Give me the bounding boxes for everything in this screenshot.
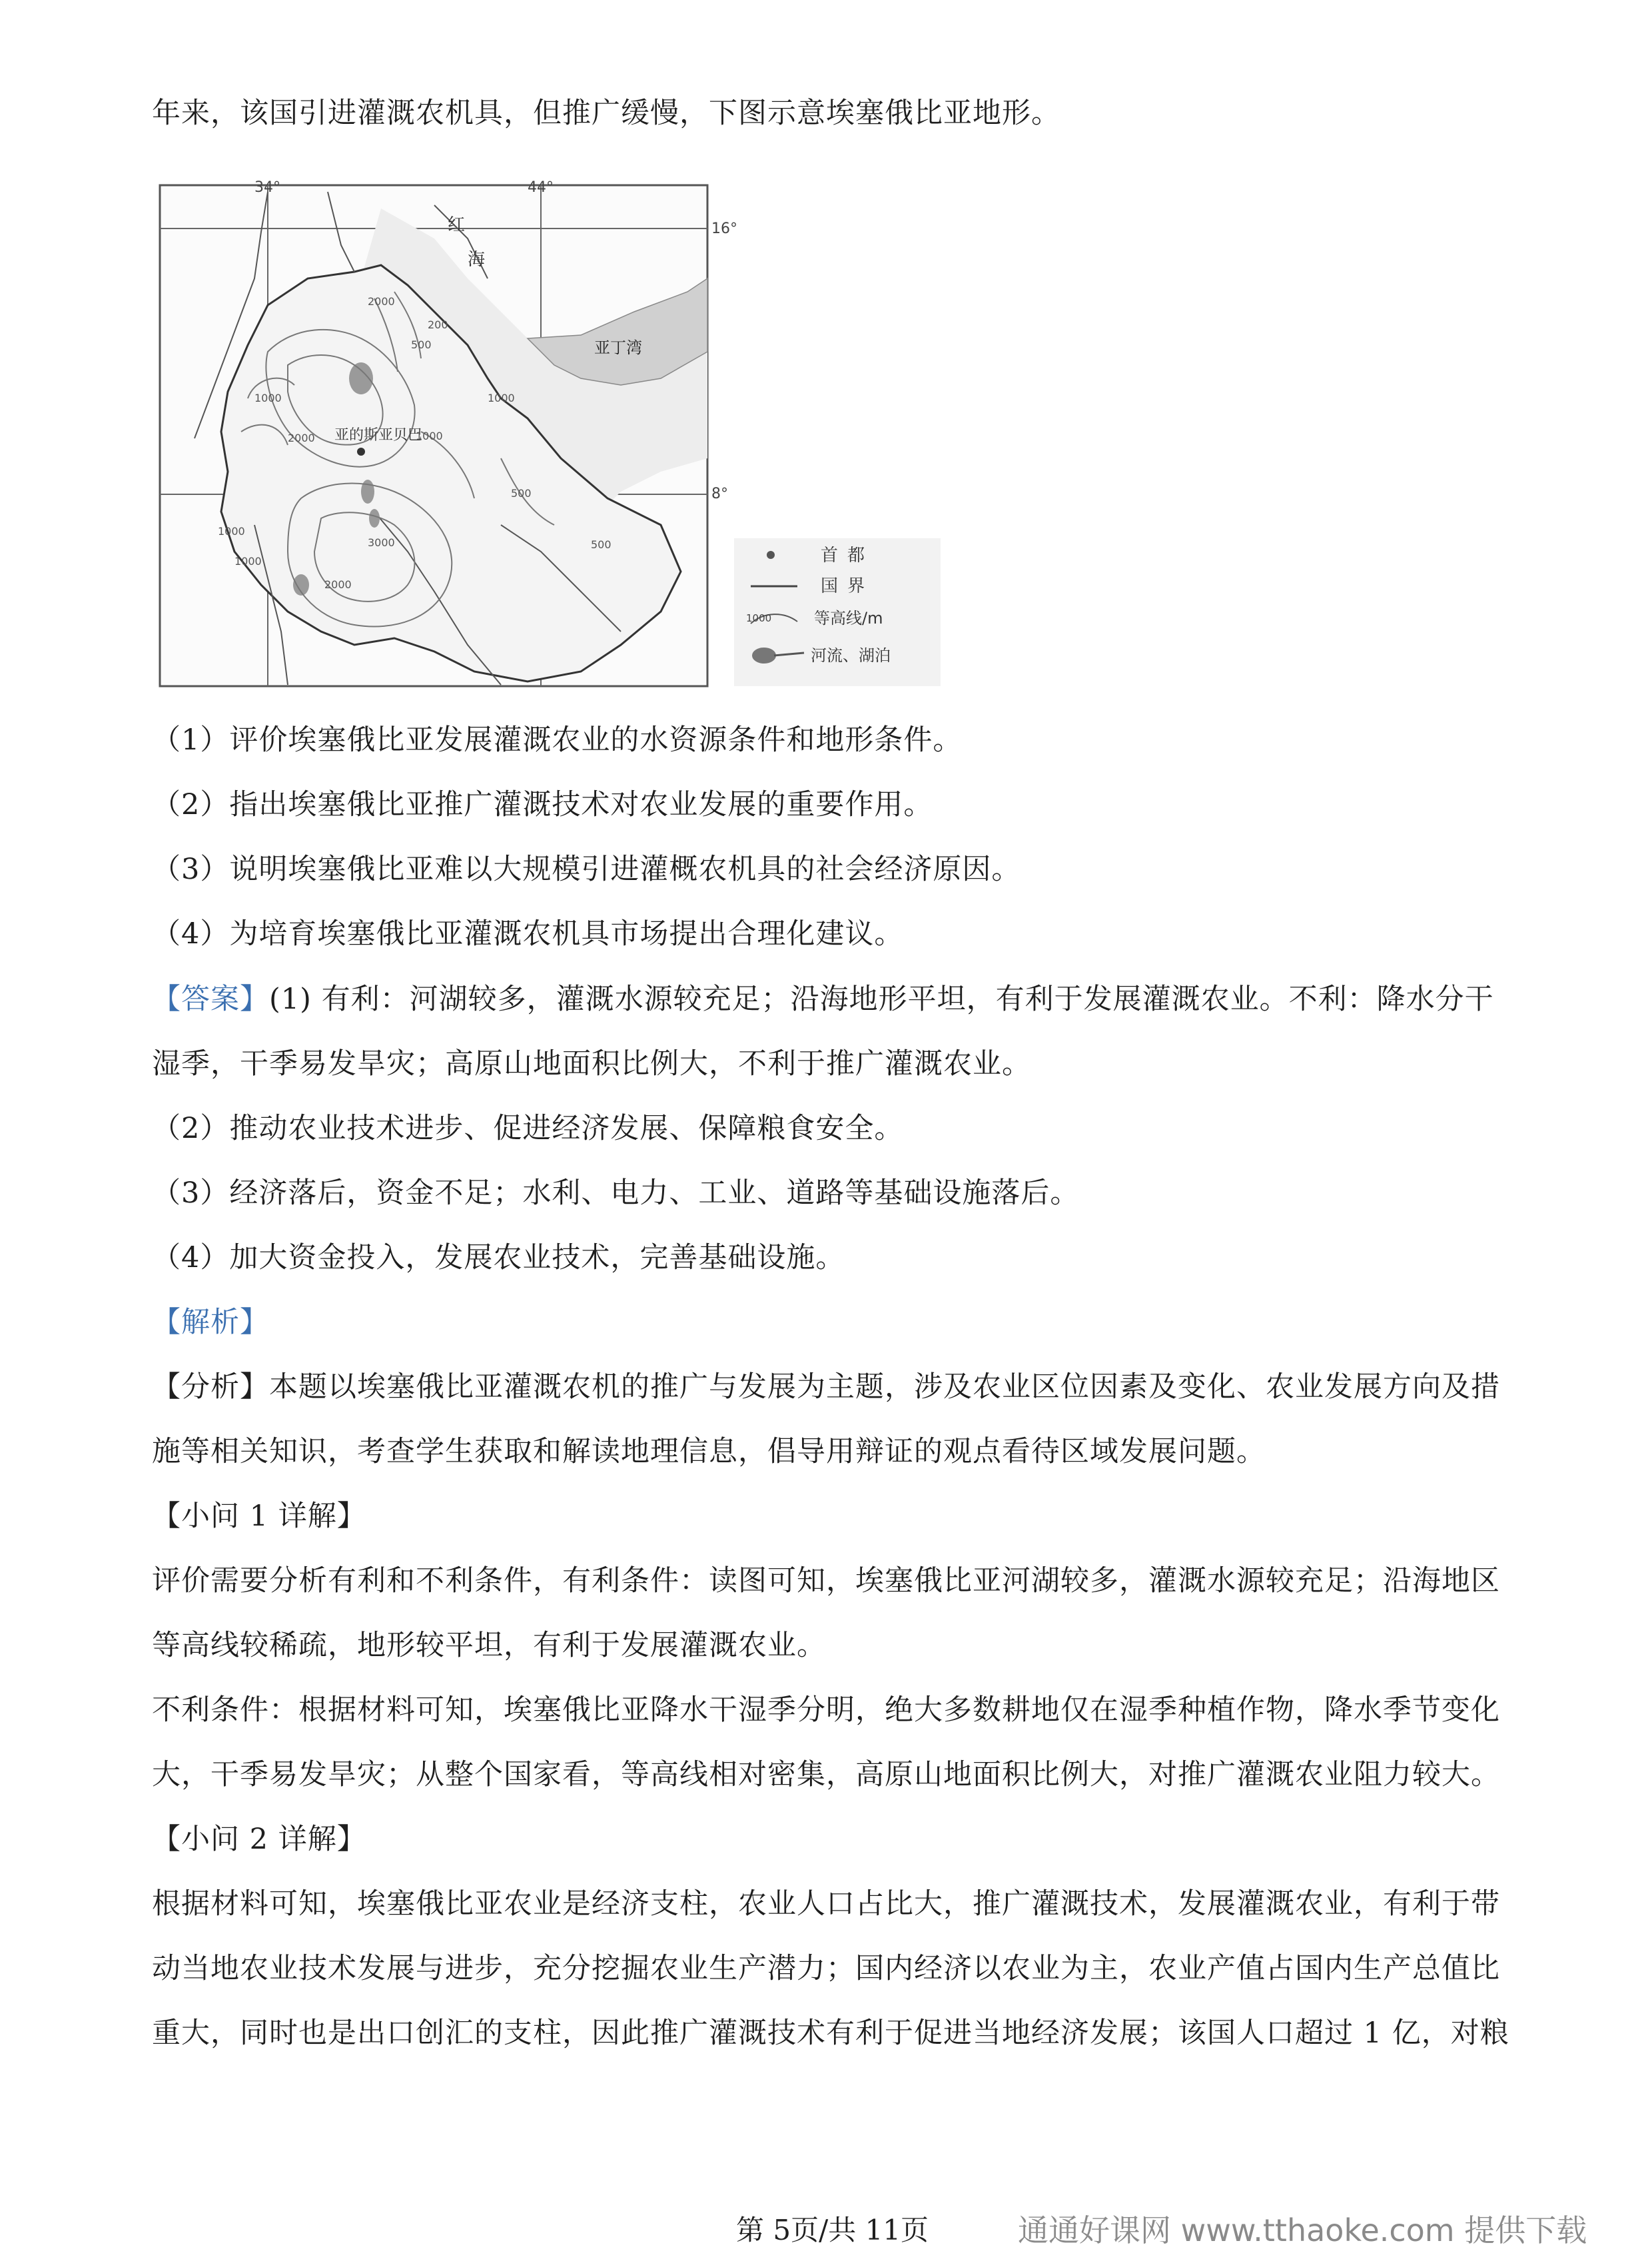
contour-label-10: 3000	[368, 536, 395, 549]
label-red-sea-2: 海	[468, 250, 486, 270]
legend-capital-label: 首都	[821, 546, 875, 566]
q2-heading: 【小问 2 详解】	[152, 1823, 366, 1856]
answer-line-4: （3）经济落后，资金不足；水利、电力、工业、道路等基础设施落后。	[152, 1176, 1080, 1210]
q1-line-2: 等高线较稀疏，地形较平坦，有利于发展灌溉农业。	[152, 1629, 826, 1662]
contour-label-4: 1000	[416, 430, 443, 442]
answer-text-1: (1) 有利：河湖较多，灌溉水源较充足；沿海地形平坦，有利于发展灌溉农业。不利：降水分干	[269, 983, 1494, 1016]
label-lon-44: 44°	[528, 179, 554, 196]
answer-line-3: （2）推动农业技术进步、促进经济发展、保障粮食安全。	[152, 1112, 904, 1145]
capital-dot	[357, 448, 365, 456]
analysis-line-2: 施等相关知识，考查学生获取和解读地理信息，倡导用辩证的观点看待区域发展问题。	[152, 1435, 1266, 1468]
answer-line-1	[152, 981, 1504, 1018]
question-4: （4）为培育埃塞俄比亚灌溉农机具市场提出合理化建议。	[152, 917, 904, 951]
contour-label-2: 200	[428, 318, 448, 331]
question-1: （1）评价埃塞俄比亚发展灌溉农业的水资源条件和地形条件。	[152, 723, 963, 757]
contour-label-7: 1000	[488, 392, 515, 404]
label-red-sea-1: 红	[448, 215, 466, 235]
legend-capital-icon	[767, 551, 775, 559]
watermark-text: 通通好课网 www.tthaoke.com 提供下载	[1018, 2212, 1587, 2248]
contour-label-1: 2000	[368, 295, 395, 308]
question-3: （3）说明埃塞俄比亚难以大规模引进灌概农机具的社会经济原因。	[152, 853, 1021, 886]
answer-tag: 【答案】	[152, 983, 269, 1016]
label-lat-8: 8°	[711, 486, 728, 502]
q1-line-3: 不利条件：根据材料可知，埃塞俄比亚降水干湿季分明，绝大多数耕地仅在湿季种植作物，降水季节变化	[152, 1693, 1500, 1727]
label-gulf: 亚丁湾	[594, 338, 642, 357]
contour-label-8: 1000	[254, 392, 282, 404]
contour-label-5: 2000	[288, 432, 315, 444]
label-lon-34: 34°	[254, 179, 280, 196]
map-legend	[734, 538, 941, 686]
legend-border-label: 国界	[821, 576, 875, 596]
q2-line-2: 动当地农业技术发展与进步，充分挖掘农业生产潜力；国内经济以农业为主，农业产值占国内生产总值比	[152, 1952, 1500, 1985]
question-2: （2）指出埃塞俄比亚推广灌溉技术对农业发展的重要作用。	[152, 788, 933, 821]
contour-label-13: 1000	[234, 555, 262, 568]
answer-line-2: 湿季，干季易发旱灾；高原山地面积比例大，不利于推广灌溉农业。	[152, 1047, 1031, 1081]
legend-lake-icon	[752, 648, 776, 664]
contour-label-9: 1000	[218, 525, 245, 538]
answer-line-5: （4）加大资金投入，发展农业技术，完善基础设施。	[152, 1241, 845, 1274]
q1-line-4: 大，干季易发旱灾；从整个国家看，等高线相对密集，高原山地面积比例大，对推广灌溉农业阻力较大。	[152, 1758, 1500, 1791]
label-lat-16: 16°	[711, 221, 737, 237]
rift-lake-2	[369, 509, 380, 528]
contour-label-3: 500	[411, 338, 432, 351]
q1-heading: 【小问 1 详解】	[152, 1500, 366, 1533]
page-number: 第 5页/共 11页	[736, 2214, 929, 2246]
q2-line-3: 重大，同时也是出口创汇的支柱，因此推广灌溉技术有利于促进当地经济发展；该国人口超过 1 亿，对粮	[152, 2017, 1509, 2050]
contour-label-11: 500	[591, 538, 612, 551]
analysis-tag: 【解析】	[152, 1306, 269, 1339]
contour-label-6: 500	[511, 487, 532, 500]
ethiopia-topographic-map	[155, 179, 947, 691]
map-svg	[155, 179, 947, 691]
legend-contour-sample: 1000	[746, 612, 772, 624]
intro-text: 年来，该国引进灌溉农机具，但推广缓慢，下图示意埃塞俄比亚地形。	[152, 97, 1060, 130]
q1-line-1: 评价需要分析有利和不利条件，有利条件：读图可知，埃塞俄比亚河湖较多，灌溉水源较充足；沿海地区	[152, 1564, 1500, 1597]
contour-label-12: 2000	[324, 578, 352, 591]
legend-river-label: 河流、湖泊	[811, 646, 891, 665]
analysis-line-1: 【分析】本题以埃塞俄比亚灌溉农机的推广与发展为主题，涉及农业区位因素及变化、农业发展方向及措	[152, 1370, 1500, 1404]
q2-line-1: 根据材料可知，埃塞俄比亚农业是经济支柱，农业人口占比大，推广灌溉技术，发展灌溉农业，有利于带	[152, 1887, 1500, 1921]
label-capital: 亚的斯亚贝巴	[334, 427, 423, 444]
legend-contour-label: 等高线/m	[814, 609, 883, 628]
